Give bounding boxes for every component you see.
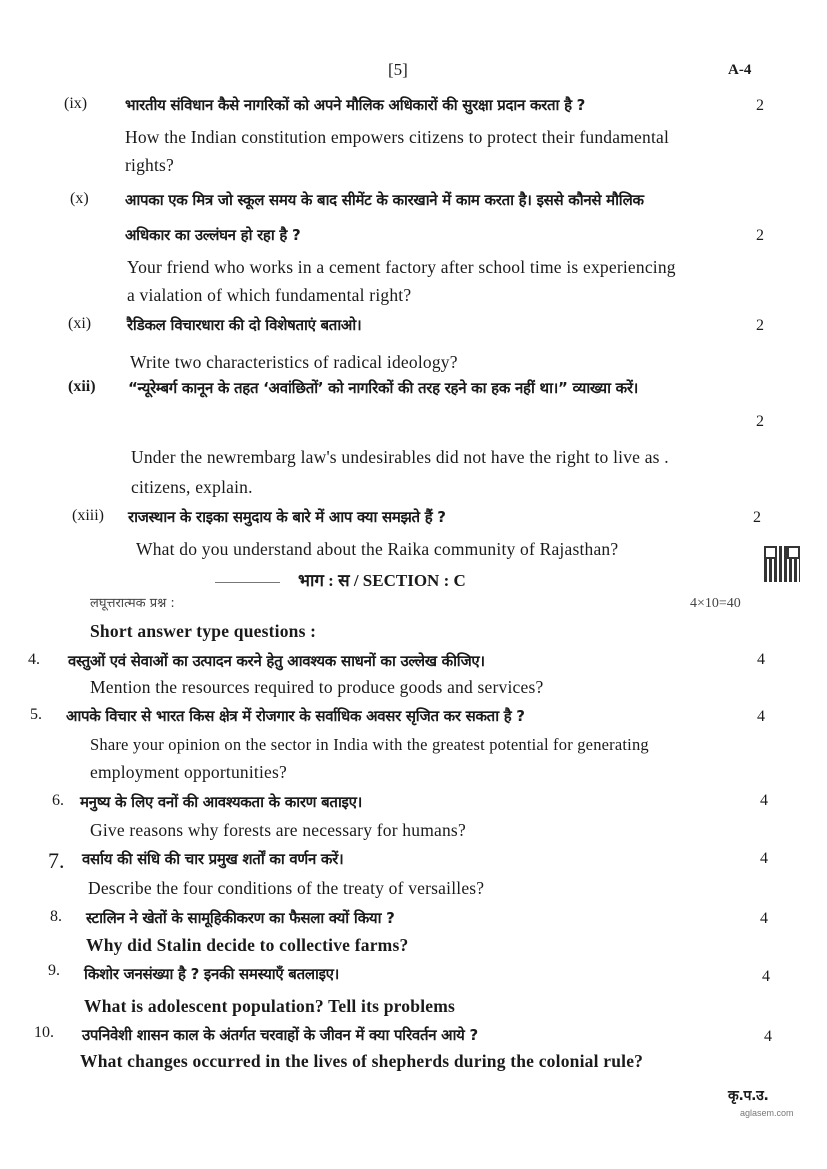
question-english: Describe the four conditions of the treaty of versailles? — [88, 878, 485, 898]
question-label: (ix) — [64, 95, 88, 112]
question-number: 9. — [48, 962, 60, 979]
divider — [215, 582, 280, 583]
question-number: 4. — [28, 651, 40, 668]
question-english: Mention the resources required to produce goods and services? — [90, 677, 544, 697]
question-english: Give reasons why forests are necessary for humans? — [90, 820, 466, 840]
question-marks: 4 — [764, 1028, 772, 1045]
question-english: How the Indian constitution empowers citizens to protect their fundamental — [125, 127, 670, 147]
question-hindi: रैडिकल विचारधारा की दो विशेषताएं बताओ। — [127, 316, 362, 334]
section-title: भाग : स / SECTION : C — [298, 571, 466, 590]
marks-scheme: 4×10=40 — [690, 596, 741, 611]
paper-code: A-4 — [728, 62, 752, 78]
question-hindi: वर्साय की संधि की चार प्रमुख शर्तों का वर्णन करें। — [82, 850, 344, 868]
question-number: 6. — [52, 792, 64, 809]
question-label: (x) — [70, 190, 89, 207]
question-marks: 4 — [757, 651, 765, 668]
question-hindi: आपके विचार से भारत किस क्षेत्र में रोजगार के सर्वाधिक अवसर सृजित कर सकता है ? — [66, 707, 525, 725]
question-hindi: “न्यूरेम्बर्ग कानून के तहत ‘अवांछितों’ को नागरिकों की तरह रहने का हक नहीं था।” व्याख्या करें। — [128, 379, 639, 397]
question-english: Your friend who works in a cement factory after school time is experiencing — [127, 257, 676, 277]
question-english: Why did Stalin decide to collective farms? — [86, 935, 409, 955]
question-english: Under the newrembarg law's undesirables did not have the right to live as . — [131, 447, 669, 467]
question-marks: 2 — [753, 509, 761, 526]
question-marks: 2 — [756, 413, 764, 430]
question-marks: 4 — [760, 792, 768, 809]
question-hindi: वस्तुओं एवं सेवाओं का उत्पादन करने हेतु आवश्यक साधनों का उल्लेख कीजिए। — [68, 652, 485, 670]
question-marks: 2 — [756, 97, 764, 114]
question-english: What is adolescent population? Tell its problems — [84, 996, 456, 1016]
question-marks: 2 — [756, 227, 764, 244]
question-hindi: राजस्थान के राइका समुदाय के बारे में आप क्या समझते हैं ? — [128, 508, 446, 526]
question-label: (xii) — [68, 378, 96, 395]
question-number: 5. — [30, 706, 42, 723]
please-turn-over: कृ.प.उ. — [728, 1088, 769, 1104]
question-english: What do you understand about the Raika community of Rajasthan? — [136, 539, 619, 559]
question-number: 8. — [50, 908, 62, 925]
question-english: employment opportunities? — [90, 762, 287, 782]
watermark: aglasem.com — [740, 1108, 794, 1118]
section-subtitle-english: Short answer type questions : — [90, 621, 317, 641]
page-number: [5] — [388, 60, 408, 79]
question-hindi: उपनिवेशी शासन काल के अंतर्गत चरवाहों के जीवन में क्या परिवर्तन आये ? — [82, 1026, 478, 1044]
question-english: Write two characteristics of radical ideology? — [130, 352, 458, 372]
question-hindi: आपका एक मित्र जो स्कूल समय के बाद सीमेंट के कारखाने में काम करता है। इससे कौनसे मौलिक — [125, 191, 644, 209]
section-subtitle-hindi: लघूत्तरात्मक प्रश्न : — [90, 596, 175, 611]
question-english: citizens, explain. — [131, 477, 253, 497]
question-marks: 4 — [762, 968, 770, 985]
question-hindi: भारतीय संविधान कैसे नागरिकों को अपने मौलिक अधिकारों की सुरक्षा प्रदान करता है ? — [125, 96, 586, 114]
question-marks: 2 — [756, 317, 764, 334]
question-hindi: मनुष्य के लिए वनों की आवश्यकता के कारण बताइए। — [80, 793, 362, 811]
question-english: a vialation of which fundamental right? — [127, 285, 412, 305]
question-hindi: अधिकार का उल्लंघन हो रहा है ? — [125, 226, 301, 244]
question-hindi: किशोर जनसंख्या है ? इनकी समस्याएँ बतलाइए। — [84, 965, 340, 983]
question-marks: 4 — [760, 850, 768, 867]
question-number: 7. — [48, 848, 65, 873]
question-marks: 4 — [757, 708, 765, 725]
section-heading — [215, 568, 466, 591]
question-english: Share your opinion on the sector in India with the greatest potential for generating — [90, 735, 649, 754]
qr-code-icon — [764, 546, 800, 582]
question-label: (xiii) — [72, 507, 104, 524]
question-hindi: स्टालिन ने खेतों के सामूहिकीकरण का फैसला क्यों किया ? — [86, 909, 395, 927]
question-english: rights? — [125, 155, 175, 175]
question-number: 10. — [34, 1024, 54, 1041]
question-label: (xi) — [68, 315, 92, 332]
question-marks: 4 — [760, 910, 768, 927]
question-english: What changes occurred in the lives of shepherds during the colonial rule? — [80, 1051, 644, 1071]
